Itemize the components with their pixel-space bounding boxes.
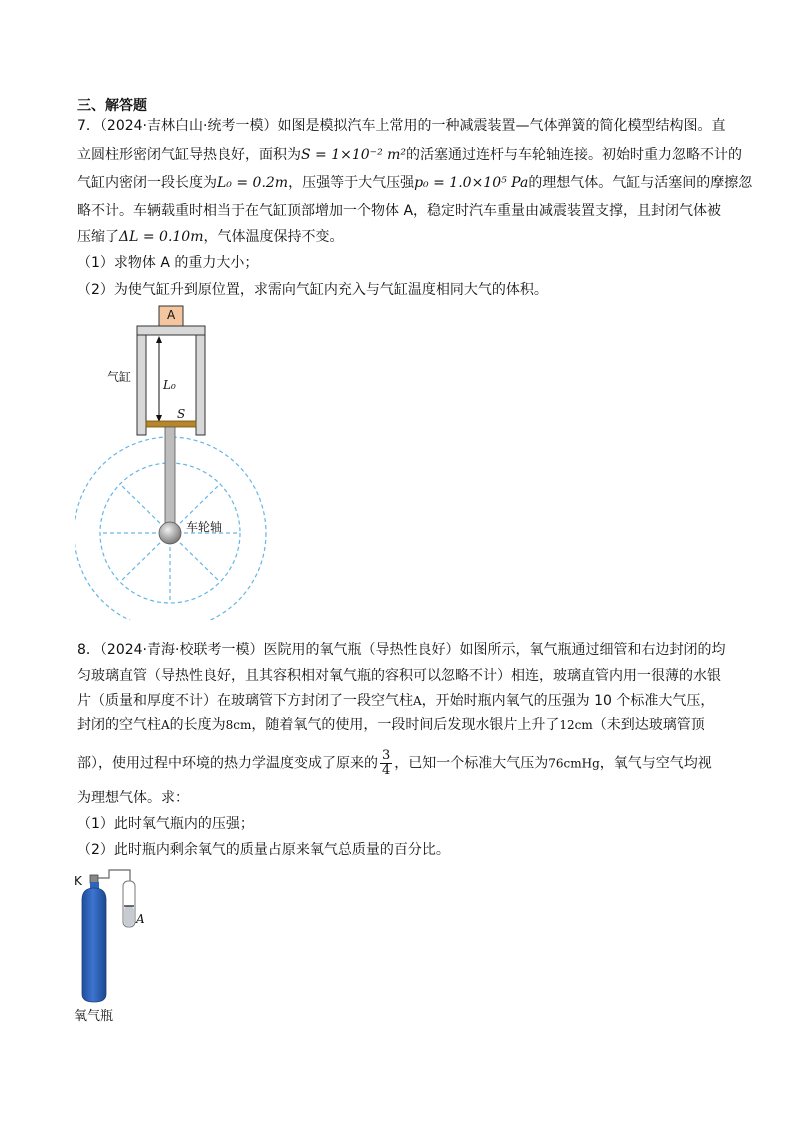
q8-source: （2024·青海·校联考一模） [99, 642, 264, 658]
temperature-fraction [380, 749, 392, 778]
fraction-denominator: 4 [382, 763, 391, 778]
q7-length-formula: L₀ = 0.2m [217, 175, 289, 191]
cylinder-label: 气缸 [107, 370, 132, 384]
q8-line-2: 匀玻璃直管（导热性良好，且其容积相对氧气瓶的容积可以忽略不计）相连，玻璃直管内用一很薄的水银 [77, 668, 721, 684]
q7-line-3 [77, 173, 752, 193]
q8-length-value: 8cm [225, 718, 252, 732]
q7-pressure-formula: p₀ = 1.0×10⁵ Pa [414, 175, 529, 191]
q7-text: 的理想气体。气缸与活塞间的摩擦忽 [528, 175, 753, 191]
q7-text: 压缩了 [77, 229, 119, 245]
length-arrow-head-top [156, 336, 162, 343]
q8-line-6: 为理想气体。求： [77, 790, 189, 806]
cylinder-right-wall [196, 335, 205, 435]
length-label: L₀ [163, 378, 176, 392]
oxygen-bottle-figure [74, 866, 164, 1006]
gas-spring-figure [75, 300, 275, 620]
valve-label: K [74, 874, 82, 888]
q8-text: 片（质量和厚度不计）在玻璃管下方封闭了一段空气柱 [77, 693, 413, 709]
q8-line-5 [77, 749, 712, 778]
q8-text: ，已知一个标准大气压为 [394, 755, 549, 772]
q7-line-5 [77, 227, 344, 247]
q7-sub-question-2: （2）为使气缸升到原位置，求需向气缸内充入与气缸温度相同大气的体积。 [77, 282, 548, 298]
q7-text: ，气体温度保持不变。 [203, 229, 344, 245]
connecting-rod [165, 427, 175, 523]
q7-text: 立圆柱形密闭气缸导热良好，面积为 [77, 147, 301, 163]
oxygen-bottle-label: 氧气瓶 [74, 1009, 114, 1024]
q8-text: 医院用的氧气瓶（导热性良好）如图所示，氧气瓶通过细管和右边封闭的均 [263, 642, 726, 658]
wheel-axle [159, 522, 181, 544]
oxygen-bottle [82, 888, 106, 1002]
q8-sub-question-1: （1）此时氧气瓶内的压强； [77, 816, 254, 832]
fraction-numerator: 3 [382, 748, 391, 763]
block-a-label: A [167, 308, 176, 322]
q8-sub-question-2: （2）此时瓶内剩余氧气的质量占原来氧气总质量的百分比。 [77, 842, 450, 858]
q8-column-label: A [161, 718, 170, 732]
q7-line-4: 略不计。车辆载重时相当于在气缸顶部增加一个物体 A，稳定时汽车重量由减震装置支撑，且封闭气体被 [77, 203, 722, 219]
q8-line-4 [77, 715, 705, 735]
q8-text: ，随着氧气的使用，一段时间后发现水银片上升了 [251, 717, 560, 733]
q8-column-label: A [413, 694, 422, 708]
q7-text: 如图是模拟汽车上常用的一种减震装置—气体弹簧的简化模型结构图。直 [277, 118, 726, 134]
q7-source: （2024·吉林白山·统考一模） [99, 118, 278, 134]
q7-sub-question-1: （1）求物体 A 的重力大小； [77, 255, 259, 271]
q7-text: 的活塞通过连杆与车轮轴连接。初始时重力忽略不计的 [406, 147, 743, 163]
axle-label: 车轮轴 [186, 520, 223, 534]
q8-line-3 [77, 691, 714, 711]
piston [146, 421, 196, 427]
q7-line-2 [77, 145, 742, 165]
air-column-a [124, 906, 134, 926]
q7-text: 气缸内密闭一段长度为 [77, 175, 217, 191]
q7-line-1 [77, 116, 725, 136]
piston-area-label: S [177, 407, 186, 421]
cylinder-left-wall [137, 335, 146, 435]
q8-text: 的长度为 [169, 717, 226, 733]
q8-number: 8． [77, 642, 100, 658]
q7-text: ，压强等于大气压强 [288, 175, 415, 191]
q8-line-1 [77, 640, 725, 660]
q8-text: 封闭的空气柱 [77, 717, 161, 733]
q8-text: （未到达玻璃管顶 [592, 717, 705, 733]
valve-k [90, 875, 98, 883]
q8-text: ，开始时瓶内氧气的压强为 10 个标准大气压， [421, 693, 715, 709]
section-title: 三、解答题 [77, 98, 147, 114]
tube-a-label: A [136, 912, 145, 926]
thin-tube [98, 870, 130, 881]
q8-text: ，氧气与空气均视 [599, 755, 712, 772]
q7-area-formula: S = 1×10⁻² m² [301, 147, 407, 163]
q8-rise-value: 12cm [559, 718, 593, 732]
cylinder-top [137, 326, 205, 335]
q7-number: 7． [77, 118, 100, 134]
q8-text: 部），使用过程中环境的热力学温度变成了原来的 [77, 755, 378, 772]
atm-value: 76cmHg [548, 756, 600, 771]
q7-delta-formula: ΔL = 0.10m [119, 229, 204, 245]
